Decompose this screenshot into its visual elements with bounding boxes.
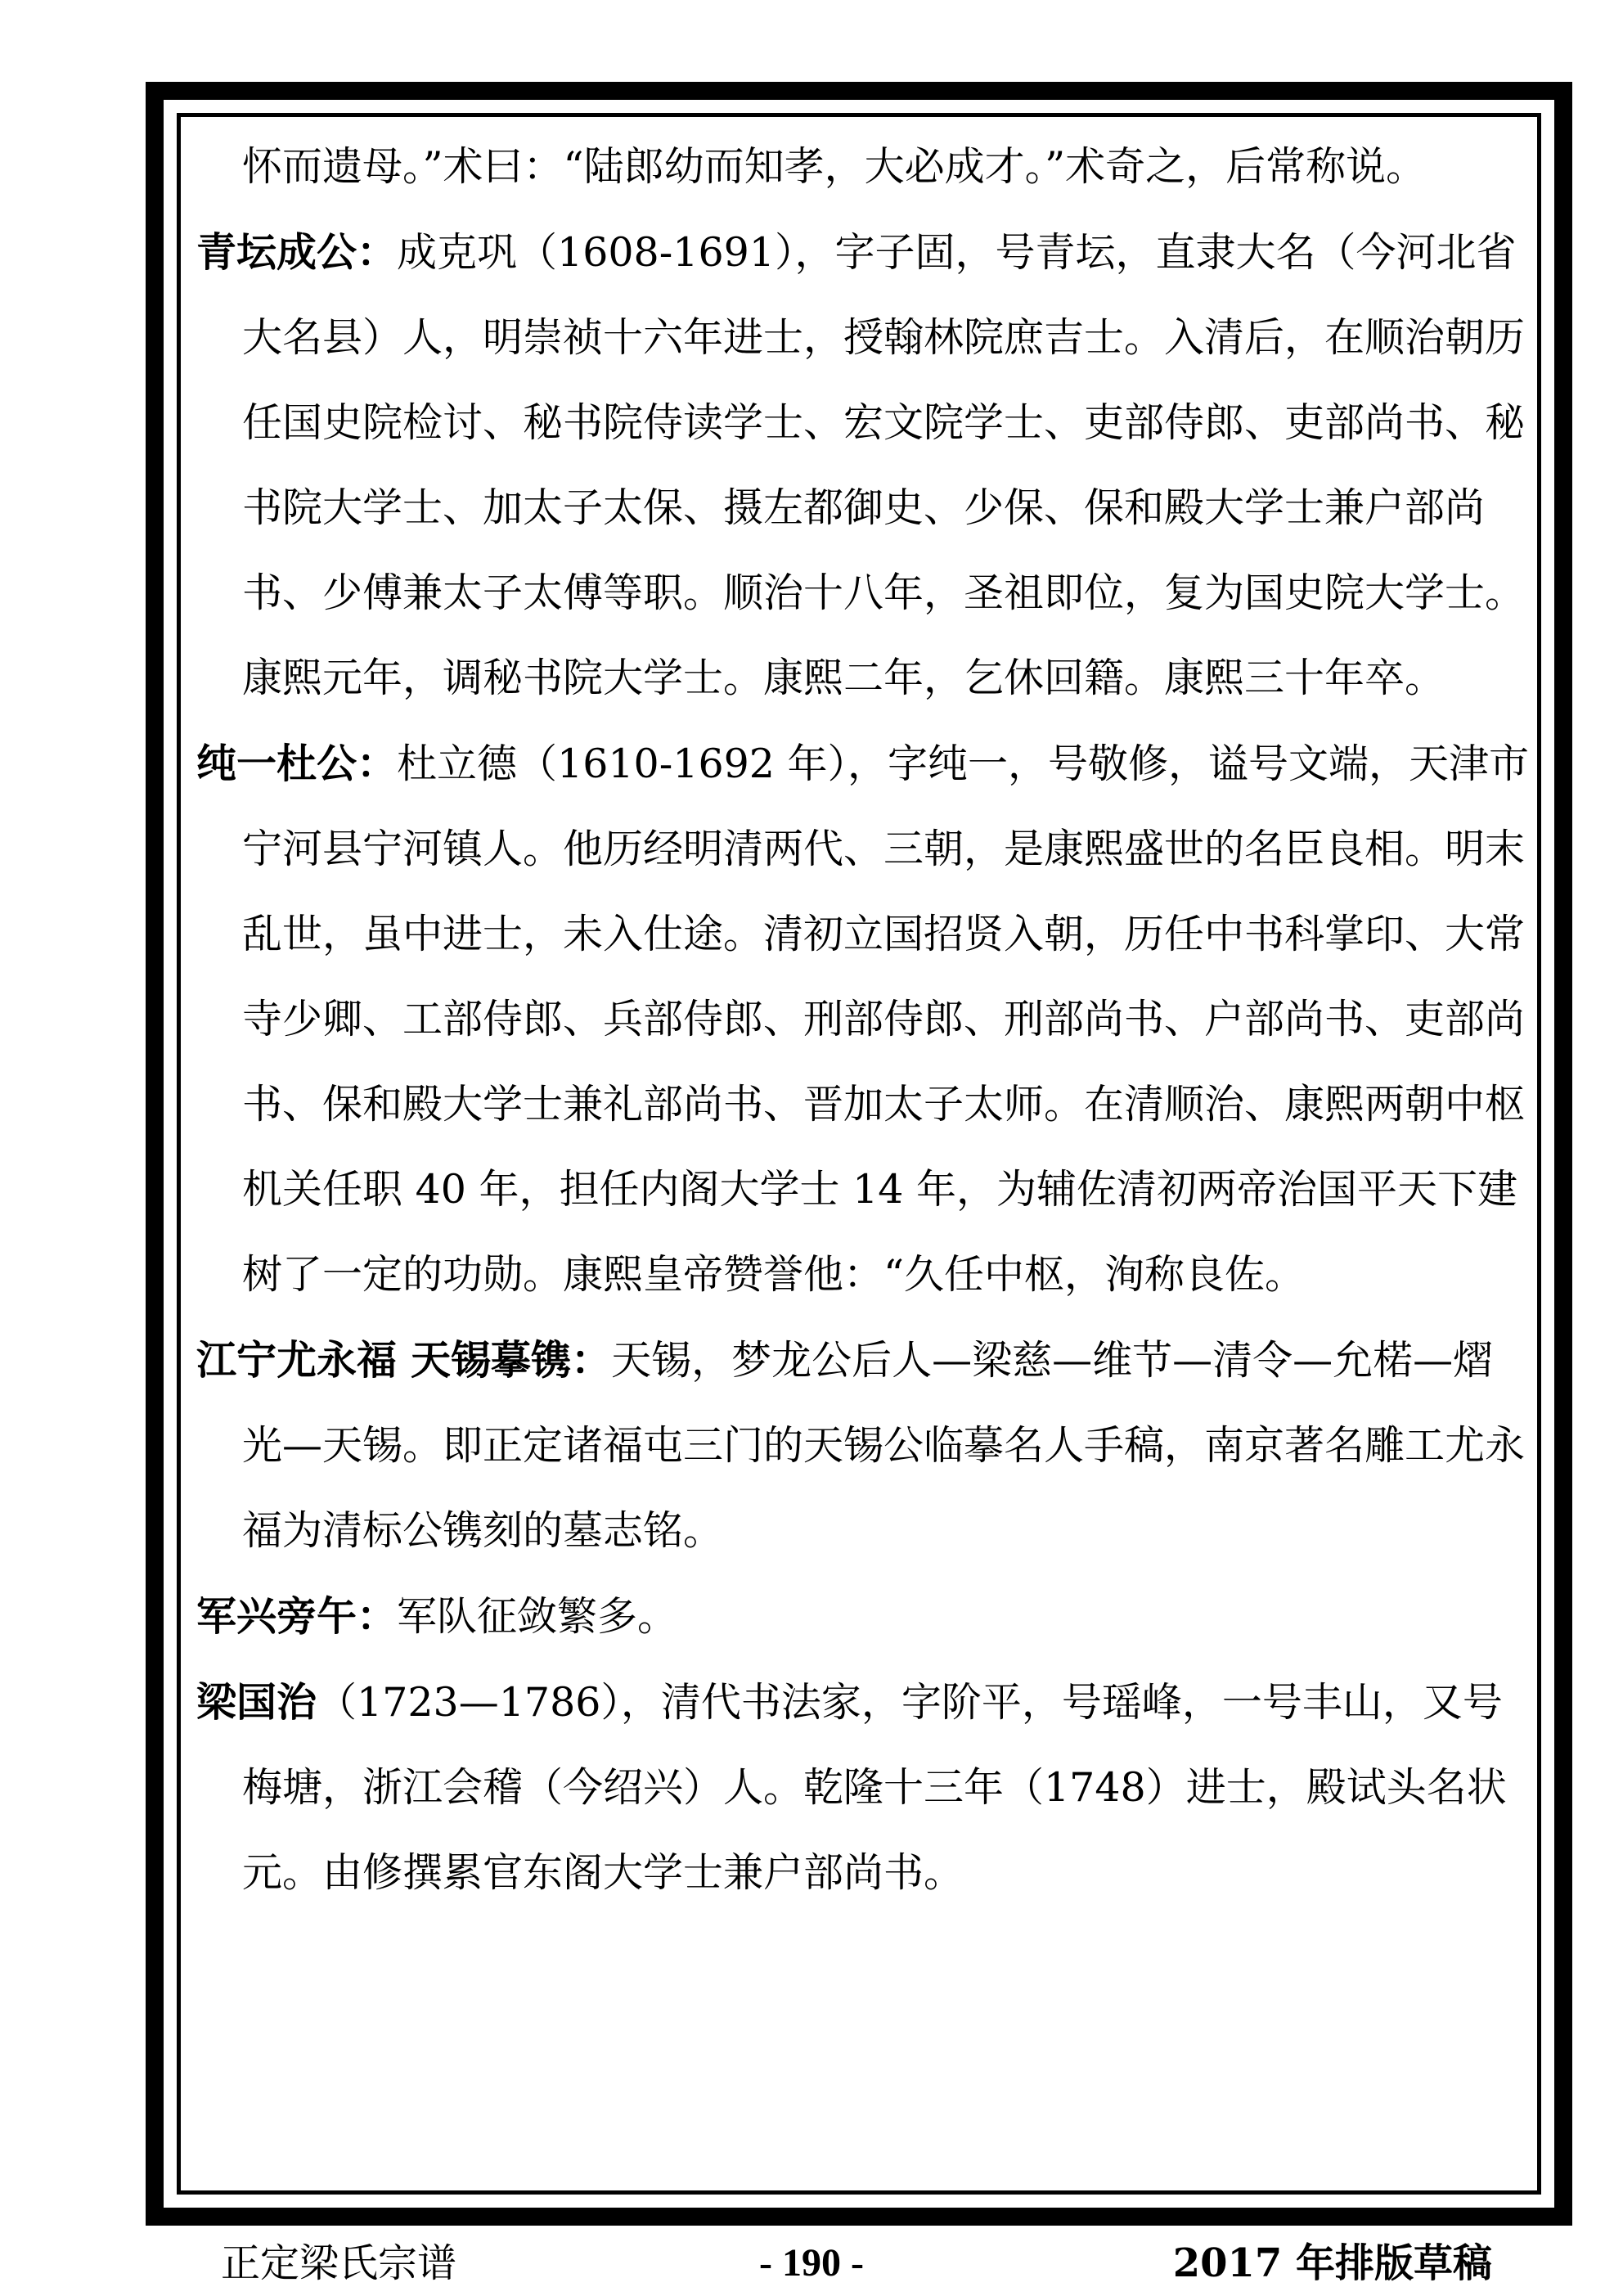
entry-text: 杜立德（1610-1692 年），字纯一，号敬修，谥号文端，天津市宁河县宁河镇人。他历经明清两代、三朝，是康熙盛世的名臣良相。明末乱世，虽中进士，未入仕途。清初立国招贤入朝，历任中书科掌印、大常寺少卿、工部侍郎、兵部侍郎、刑部侍郎、刑部尚书、户部尚书、吏部尚书、保和殿大学士兼礼部尚书、晋加太子太师。在清顺治、康熙两朝中枢机关任职 40 年，担任内阁大学士 14 年，为辅佐清初两帝治国平天下建树了一定的功勋。康熙皇帝赞誉他：“久任中枢，洵称良佐。 bbox=[242, 741, 1530, 1298]
entry-term: 梁国治 bbox=[196, 1678, 317, 1726]
glossary-text bbox=[196, 124, 1530, 1916]
footer-draft-note: 2017 年排版草稿 bbox=[1172, 2240, 1492, 2286]
footer-page-number: - 190 - bbox=[759, 2241, 864, 2285]
entry-tianxi-moju bbox=[196, 1317, 1530, 1573]
footer-book-title: 正定梁氏宗谱 bbox=[221, 2240, 457, 2286]
entry-text: （1723—1786），清代书法家，字阶平，号瑶峰，一号丰山，又号梅塘，浙江会稽（今绍兴）人。乾隆十三年（1748）进士，殿试头名状元。由修撰累官东阁大学士兼户部尚书。 bbox=[242, 1679, 1507, 1896]
entry-text: 天锡，梦龙公后人—梁慈—维节—清令—允楉—熠光—天锡。即正定诸福屯三门的天锡公临摹名人手稿，南京著名雕工尤永福为清标公镌刻的墓志铭。 bbox=[242, 1337, 1526, 1554]
entry-term: 江宁尤永福 天锡摹镌： bbox=[196, 1336, 612, 1384]
page-footer bbox=[0, 2239, 1623, 2288]
entry-term: 青坛成公： bbox=[196, 228, 398, 276]
entry-term: 纯一杜公： bbox=[196, 740, 398, 787]
entry-liang-guozhi bbox=[196, 1659, 1530, 1916]
entry-continued bbox=[196, 124, 1530, 209]
entry-chunyi-du bbox=[196, 721, 1530, 1317]
entry-qingtan-cheng bbox=[196, 209, 1530, 721]
entry-text: 怀而遗母。”术曰：“陆郎幼而知孝，大必成才。”术奇之，后常称说。 bbox=[242, 143, 1427, 190]
entry-text: 军队征敛繁多。 bbox=[397, 1593, 678, 1640]
entry-junxing bbox=[196, 1573, 1530, 1659]
entry-text: 成克巩（1608-1691），字子固，号青坛，直隶大名（今河北省大名县）人，明崇祯十六年进士，授翰林院庶吉士。入清后，在顺治朝历任国史院检讨、秘书院侍读学士、宏文院学士、吏部侍郎、吏部尚书、秘书院大学士、加太子太保、摄左都御史、少保、保和殿大学士兼户部尚书、少傅兼太子太傅等职。顺治十八年，圣祖即位，复为国史院大学士。康熙元年，调秘书院大学士。康熙二年，乞休回籍。康熙三十年卒。 bbox=[242, 229, 1526, 701]
entry-term: 军兴旁午： bbox=[196, 1592, 398, 1640]
